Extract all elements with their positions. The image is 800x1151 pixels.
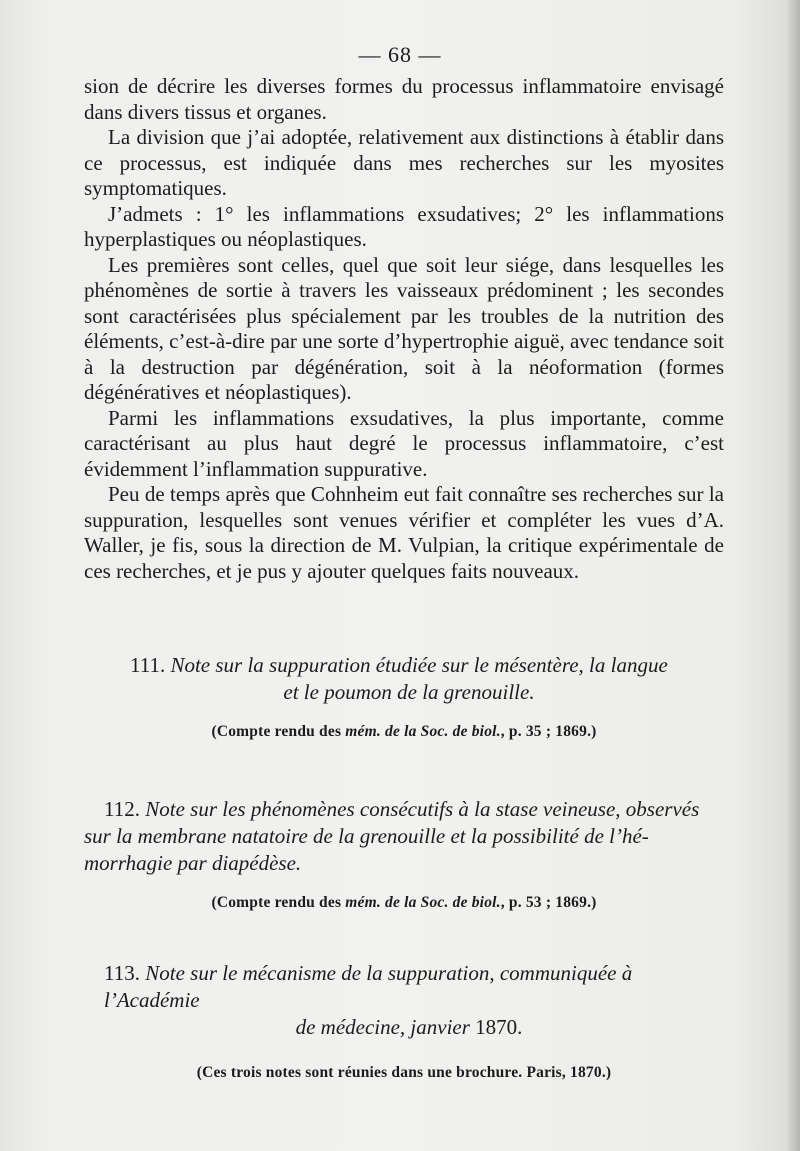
entry-title: Note sur le mécanisme de la suppuration, communiquée à l’Académie (104, 961, 633, 1012)
page-edge-shadow (786, 0, 800, 1151)
entry-reference: (Ces trois notes sont réunies dans une brochure. Paris, 1870.) (196, 1064, 612, 1081)
page-number: — 68 — (358, 42, 442, 67)
entry-number: 112. (104, 797, 140, 821)
entry-year: 1870. (475, 1015, 523, 1039)
paragraph-4: Les premières sont celles, quel que soit leur siége, dans lesquelles les phénomènes de sortie à travers les vaisseaux prédominent ; les secondes sont caractérisées plus spécialement par les troubles de la nutrition des éléments, c’est-à-dire par une sorte d’hypertrophie aiguë, avec tendance soit à la destruction par dégénération, soit à la néoformation (formes dégénératives et néoplastiques). (84, 252, 724, 404)
entry-number: 111. (130, 653, 166, 677)
entry-title-continued: et le poumon de la grenouille. (283, 680, 535, 704)
entry-title: Note sur les phénomènes consécutifs à la stase veineuse, observés (145, 797, 700, 821)
paragraph-2: La division que j’ai adoptée, relativement aux distinctions à établir dans ce processus, est indiquée dans mes recherches sur les myosites symptomatiques. (84, 125, 724, 200)
entry-title-continued: de médecine, janvier 1870. (295, 1015, 523, 1039)
bibliography-entry-111 (84, 652, 724, 745)
paragraph-3: J’admets : 1° les inflammations exsudatives; 2° les inflammations hyperplastiques ou néoplastiques. (84, 201, 724, 251)
entry-title: Note sur la suppuration étudiée sur le mésentère, la langue (170, 653, 668, 677)
entry-title-continued-2: morrhagie par diapédèse. (84, 851, 302, 875)
paragraph-1: sion de décrire les diverses formes du processus inflammatoire envisagé dans divers tissus et organes. (84, 74, 724, 124)
entry-title-line (84, 796, 724, 823)
journal-name: mém. de la Soc. de biol. (345, 894, 501, 911)
entry-reference: (Compte rendu des mém. de la Soc. de biol., p. 35 ; 1869.) (211, 723, 597, 740)
paragraph-5: Parmi les inflammations exsudatives, la plus importante, comme caractérisant au plus haut degré le processus inflammatoire, c’est évidemment l’inflammation suppurative. (84, 405, 724, 481)
entry-title-continued: sur la membrane natatoire de la grenouille et la possibilité de l’hé- (84, 824, 649, 848)
entry-title-line (84, 960, 724, 1014)
entry-reference: (Compte rendu des mém. de la Soc. de biol., p. 53 ; 1869.) (211, 894, 597, 911)
bibliography-entry-113 (84, 960, 724, 1086)
paragraph-6: Peu de temps après que Cohnheim eut fait connaître ses recherches sur la suppuration, lesquelles sont venues vérifier et compléter les vues d’A. Waller, je fis, sous la direction de M. Vulpian, la critique expérimentale de ces recherches, et je pus y ajouter quelques faits nouveaux. (84, 482, 724, 583)
entry-number: 113. (104, 961, 140, 985)
journal-name: mém. de la Soc. de biol. (345, 723, 501, 740)
entry-title-line (84, 652, 724, 679)
body-text (84, 74, 724, 584)
bibliography-entry-112 (84, 796, 724, 916)
